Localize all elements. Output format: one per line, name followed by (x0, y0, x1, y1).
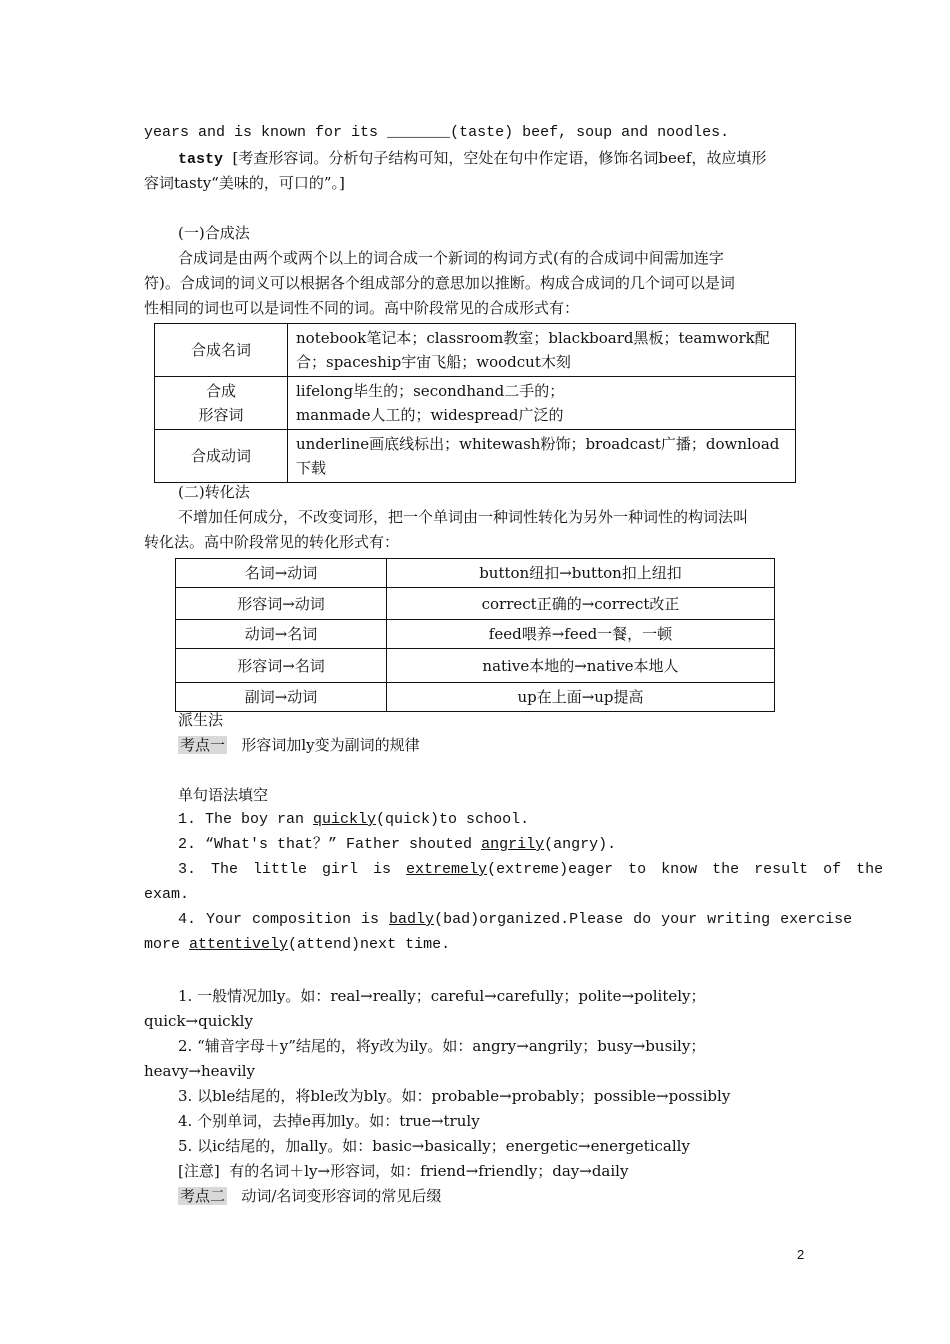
section-heading-compound: (一)合成法 (178, 224, 250, 242)
rule-line: heavy→heavily (144, 1062, 256, 1080)
rule-line: 1. 一般情况加ly。如：real→really；careful→carefully；polite→politely； (178, 987, 706, 1005)
point-heading: 考点一 形容词加ly变为副词的规律 (180, 736, 420, 754)
conversion-table (175, 558, 775, 712)
rule-line: quick→quickly (144, 1012, 253, 1030)
point-heading: 考点二 动词/名词变形容词的常见后缀 (180, 1187, 442, 1205)
point-tag: 考点二 (180, 1187, 226, 1205)
question-cont: exam. (144, 886, 190, 903)
rule-line: 2. “辅音字母＋y”结尾的，将y改为ily。如：angry→angrily；busy→busily； (178, 1037, 706, 1055)
paragraph: 合成词是由两个或两个以上的词合成一个新词的构词方式(有的合成词中间需加连字 (178, 249, 724, 267)
question: 2. “What's that？” Father shouted angrily(angry). (178, 836, 617, 853)
paragraph: 符)。合成词的词义可以根据各个组成部分的意思加以推断。构成合成词的几个词可以是词 (144, 274, 735, 292)
rule-line: 4. 个别单词，去掉e再加ly。如：true→truly (178, 1112, 480, 1130)
paragraph: 转化法。高中阶段常见的转化形式有： (144, 533, 400, 551)
table-cell: underline画底线标出；whitewash粉饰；broadcast广播；download 下载 (288, 430, 796, 483)
answer-line-2: 容词tasty“美味的，可口的”。] (144, 174, 345, 192)
page-number: 2 (797, 1247, 805, 1262)
table-label: 合成名词 (155, 324, 288, 377)
paragraph: 性相同的词也可以是词性不同的词。高中阶段常见的合成形式有： (144, 299, 580, 317)
point-tag: 考点一 (180, 736, 226, 754)
table-row: 动词→名词 feed喂养→feed一餐，一顿 (176, 620, 775, 649)
table-row (155, 377, 796, 430)
table-label: 合成动词 (155, 430, 288, 483)
paragraph: 不增加任何成分，不改变词形，把一个单词由一种词性转化为另外一种词性的构词法叫 (178, 508, 749, 526)
section-heading-derivation: 派生法 (178, 711, 224, 729)
exercise-title: 单句语法填空 (178, 786, 269, 804)
table-row: 名词→动词 button纽扣→button扣上纽扣 (176, 559, 775, 588)
answer-line: tasty [考查形容词。分析句子结构可知，空处在句中作定语，修饰名词beef，故应填形 (178, 149, 767, 168)
table-row: 形容词→动词 correct正确的→correct改正 (176, 588, 775, 620)
question: 3. The little girl is extremely(extreme)eager to know the result of the (178, 861, 884, 878)
table-cell: lifelong毕生的；secondhand二手的； manmade人工的；widespread广泛的 (288, 377, 796, 430)
table-row (155, 430, 796, 483)
question: 4. Your composition is badly(bad)organized.Please do your writing exercise (178, 911, 853, 928)
table-cell: notebook笔记本；classroom教室；blackboard黑板；teamwork配 合；spaceship宇宙飞船；woodcut木刻 (288, 324, 796, 377)
compound-table (154, 323, 796, 483)
section-heading-conversion: (二)转化法 (178, 483, 250, 501)
intro-line: years and is known for its _______(taste) beef, soup and noodles. (144, 124, 730, 141)
note-line: [注意] 有的名词＋ly→形容词，如：friend→friendly；day→daily (178, 1162, 629, 1180)
answer-word: tasty (178, 151, 224, 168)
rule-line: 3. 以ble结尾的，将ble改为bly。如：probable→probably；possible→possibly (178, 1087, 731, 1105)
question-cont: more attentively(attend)next time. (144, 936, 451, 953)
table-row: 副词→动词 up在上面→up提高 (176, 683, 775, 712)
rule-line: 5. 以ic结尾的，加ally。如：basic→basically；energetic→energetically (178, 1137, 690, 1155)
table-label: 合成 形容词 (155, 377, 288, 430)
table-row: 形容词→名词 native本地的→native本地人 (176, 649, 775, 683)
question: 1. The boy ran quickly(quick)to school. (178, 811, 530, 828)
table-row (155, 324, 796, 377)
